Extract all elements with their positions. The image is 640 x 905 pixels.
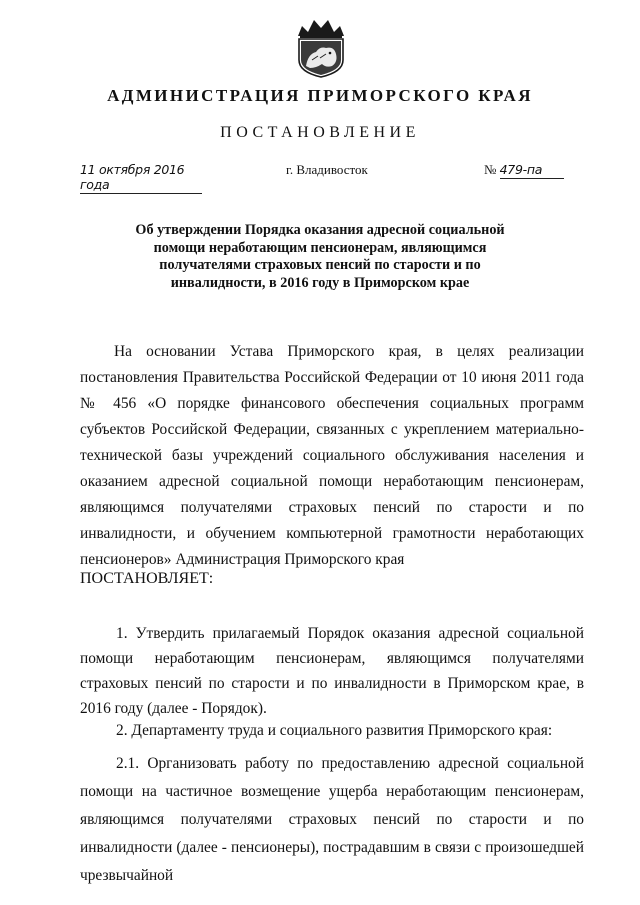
decree-date — [80, 162, 202, 194]
item-1-paragraph: 1. Утвердить прилагаемый Порядок оказания адресной социальной помощи неработающим пенсионерам, являющимся получателями страховых пенсий по старости и по инвалидности в Приморском крае, в 2016 году (далее - Порядок). — [80, 625, 584, 717]
decree-city: г. Владивосток — [286, 162, 368, 177]
crown-shape — [298, 20, 344, 36]
title-line: Об утверждении Порядка оказания адресной социальной — [135, 222, 505, 238]
number-prefix: № — [484, 162, 497, 177]
title-line: инвалидности, в 2016 году в Приморском крае — [170, 274, 470, 291]
date-value: 11 октября 2016 года — [80, 162, 202, 194]
title-line: помощи неработающим пенсионерам, являющимся — [153, 239, 487, 256]
resolves-heading: ПОСТАНОВЛЯЕТ: — [80, 570, 214, 587]
item-2-paragraph: 2. Департаменту труда и социального развития Приморского края: — [116, 722, 553, 739]
preamble-paragraph: На основании Устава Приморского края, в целях реализации постановления Правительства Российской Федерации от 10 июня 2011 года № 456 «О порядке финансового обеспечения социальных программ субъектов Российской Федерации, связанных с укреплением материально-технической базы учреждений социального обслуживания населения и оказанием адресной социальной помощи неработающим пенсионерам, являющимся получателями страховых пенсий по старости и по инвалидности, и обучением компьютерной грамотности неработающих пенсионеров» Администрация Приморского края — [80, 343, 584, 568]
decree-title — [110, 222, 530, 292]
item-2-1-paragraph: 2.1. Организовать работу по предоставлению адресной социальной помощи на частичное возмещение ущерба неработающим пенсионерам, являющимся получателями страховых пенсий по старости и по инвалидности (далее - пенсионеры), пострадавшим в связи с произошедшей чрезвычайной — [80, 755, 584, 884]
coat-of-arms-icon — [294, 8, 348, 78]
number-value: 479-па — [500, 162, 564, 179]
administration-title: АДМИНИСТРАЦИЯ ПРИМОРСКОГО КРАЯ — [107, 86, 533, 105]
title-line: получателями страховых пенсий по старости и по — [159, 257, 481, 273]
decree-number — [484, 162, 580, 179]
document-type: ПОСТАНОВЛЕНИЕ — [220, 124, 420, 141]
